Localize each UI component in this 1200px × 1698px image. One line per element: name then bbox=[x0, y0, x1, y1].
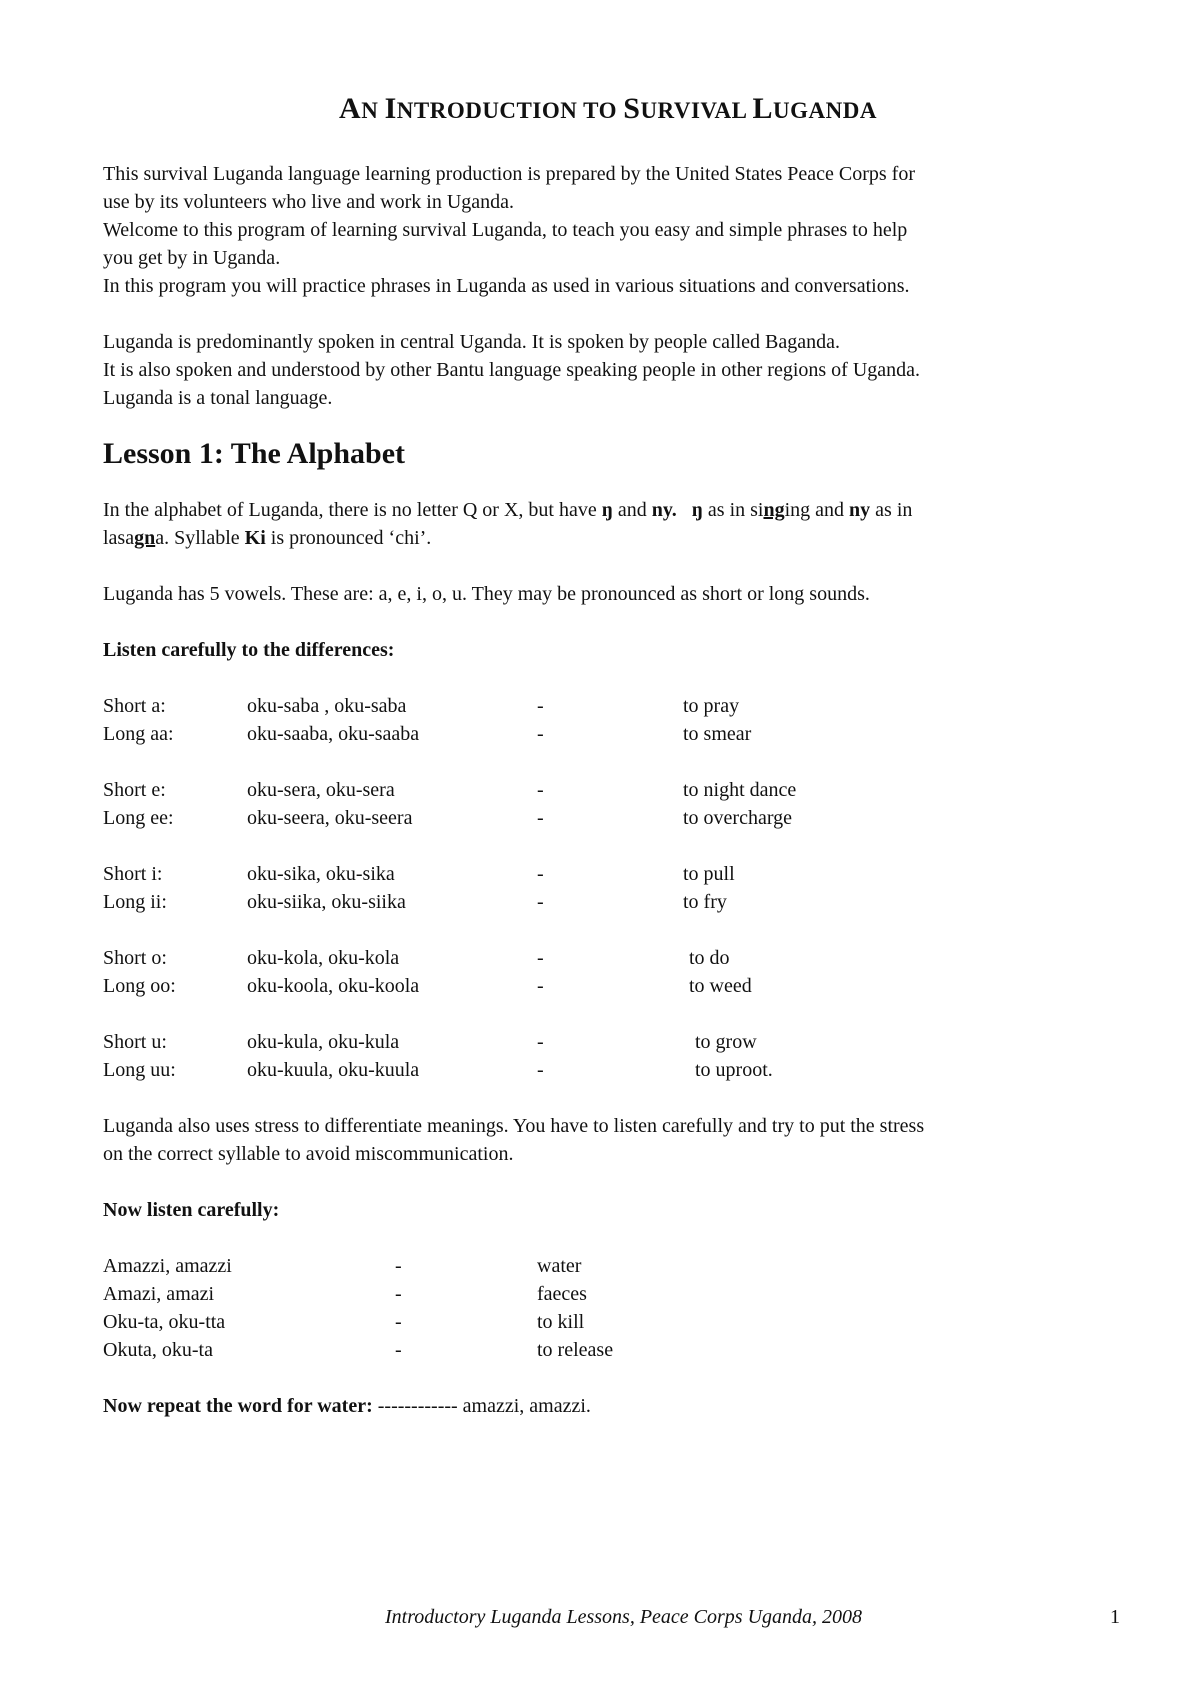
dash-separator: - bbox=[537, 863, 544, 885]
dash-separator: - bbox=[537, 1031, 544, 1053]
dash-separator: - bbox=[537, 891, 544, 913]
dash-separator: - bbox=[395, 1339, 402, 1361]
vowel-meaning: to pray bbox=[683, 695, 740, 717]
vowels-paragraph: Luganda has 5 vowels. These are: a, e, i, o, u. They may be pronounced as short or long sounds. bbox=[103, 583, 870, 605]
vowel-meaning: to weed bbox=[689, 975, 752, 997]
intro-section bbox=[103, 160, 920, 412]
vowel-word: oku-sika, oku-sika bbox=[247, 863, 395, 885]
vowel-label: Short e: bbox=[103, 779, 166, 801]
vowel-word: oku-koola, oku-koola bbox=[247, 975, 420, 997]
dash-separator: - bbox=[537, 779, 544, 801]
intro-line: you get by in Uganda. bbox=[103, 247, 281, 269]
intro-line: It is also spoken and understood by other Bantu language speaking people in other regions of Uganda. bbox=[103, 359, 921, 381]
vowel-meaning: to fry bbox=[683, 891, 727, 913]
vowel-word: oku-kola, oku-kola bbox=[247, 947, 400, 969]
vowel-meaning: to do bbox=[689, 947, 730, 969]
listen-heading: Listen carefully to the differences: bbox=[103, 639, 395, 661]
vowel-word: oku-siika, oku-siika bbox=[247, 891, 406, 913]
footer-citation: Introductory Luganda Lessons, Peace Corps Uganda, 2008 bbox=[385, 1606, 863, 1628]
vowel-word: oku-kula, oku-kula bbox=[247, 1031, 400, 1053]
vowel-word: oku-kuula, oku-kuula bbox=[247, 1059, 420, 1081]
page-number: 1 bbox=[1110, 1606, 1120, 1628]
lesson-heading: Lesson 1: The Alphabet bbox=[103, 437, 406, 470]
word-meaning: to kill bbox=[537, 1311, 585, 1333]
stress-paragraph: Luganda also uses stress to differentiate meanings. You have to listen carefully and try to put the stress on the correct syllable to avoid miscommunication. bbox=[103, 1115, 925, 1165]
vowel-word: oku-seera, oku-seera bbox=[247, 807, 413, 829]
vowel-label: Short o: bbox=[103, 947, 167, 969]
vowel-label: Long uu: bbox=[103, 1059, 176, 1081]
now-listen-heading: Now listen carefully: bbox=[103, 1199, 280, 1221]
repeat-instruction: Now repeat the word for water: ------------ amazzi, amazzi. bbox=[103, 1395, 591, 1417]
vowel-word: oku-saaba, oku-saaba bbox=[247, 723, 420, 745]
dash-separator: - bbox=[395, 1283, 402, 1305]
alphabet-paragraph: In the alphabet of Luganda, there is no letter Q or X, but have ŋ and ny. ŋ as in singing and ny as in lasagna. Syllable Ki is pronounced ‘chi’. bbox=[103, 499, 913, 549]
intro-line: This survival Luganda language learning production is prepared by the United States Peace Corps for bbox=[103, 163, 915, 185]
dash-separator: - bbox=[395, 1255, 402, 1277]
word-meaning: to release bbox=[537, 1339, 614, 1361]
vowel-label: Short i: bbox=[103, 863, 163, 885]
luganda-word: Amazzi, amazzi bbox=[103, 1255, 232, 1277]
vowel-meaning: to pull bbox=[683, 863, 735, 885]
intro-line: use by its volunteers who live and work in Uganda. bbox=[103, 191, 515, 213]
intro-line: In this program you will practice phrases in Luganda as used in various situations and conversations. bbox=[103, 275, 910, 297]
word-meaning: faeces bbox=[537, 1283, 587, 1305]
dash-separator: - bbox=[537, 947, 544, 969]
vowel-label: Long aa: bbox=[103, 723, 174, 745]
vowel-meaning: to grow bbox=[695, 1031, 757, 1053]
luganda-word: Amazi, amazi bbox=[103, 1283, 215, 1305]
document-title: AN INTRODUCTION TO SURVIVAL LUGANDA bbox=[339, 92, 877, 125]
vowel-label: Short u: bbox=[103, 1031, 167, 1053]
vowel-meaning: to night dance bbox=[683, 779, 797, 801]
word-meaning: water bbox=[537, 1255, 582, 1277]
dash-separator: - bbox=[537, 695, 544, 717]
intro-line: Luganda is predominantly spoken in central Uganda. It is spoken by people called Baganda. bbox=[103, 331, 841, 353]
dash-separator: - bbox=[537, 807, 544, 829]
dash-separator: - bbox=[537, 1059, 544, 1081]
vowel-word: oku-sera, oku-sera bbox=[247, 779, 395, 801]
luganda-word: Okuta, oku-ta bbox=[103, 1339, 213, 1361]
dash-separator: - bbox=[537, 975, 544, 997]
dash-separator: - bbox=[395, 1311, 402, 1333]
vowel-meaning: to smear bbox=[683, 723, 752, 745]
vowel-meaning: to overcharge bbox=[683, 807, 793, 829]
luganda-word: Oku-ta, oku-tta bbox=[103, 1311, 226, 1333]
vowel-label: Long ii: bbox=[103, 891, 167, 913]
vowel-word: oku-saba , oku-saba bbox=[247, 695, 407, 717]
intro-line: Luganda is a tonal language. bbox=[103, 387, 333, 409]
intro-line: Welcome to this program of learning survival Luganda, to teach you easy and simple phrases to help bbox=[103, 219, 908, 241]
dash-separator: - bbox=[537, 723, 544, 745]
vowel-label: Long oo: bbox=[103, 975, 176, 997]
vowel-label: Long ee: bbox=[103, 807, 174, 829]
vowel-label: Short a: bbox=[103, 695, 166, 717]
vowel-meaning: to uproot. bbox=[695, 1059, 773, 1081]
